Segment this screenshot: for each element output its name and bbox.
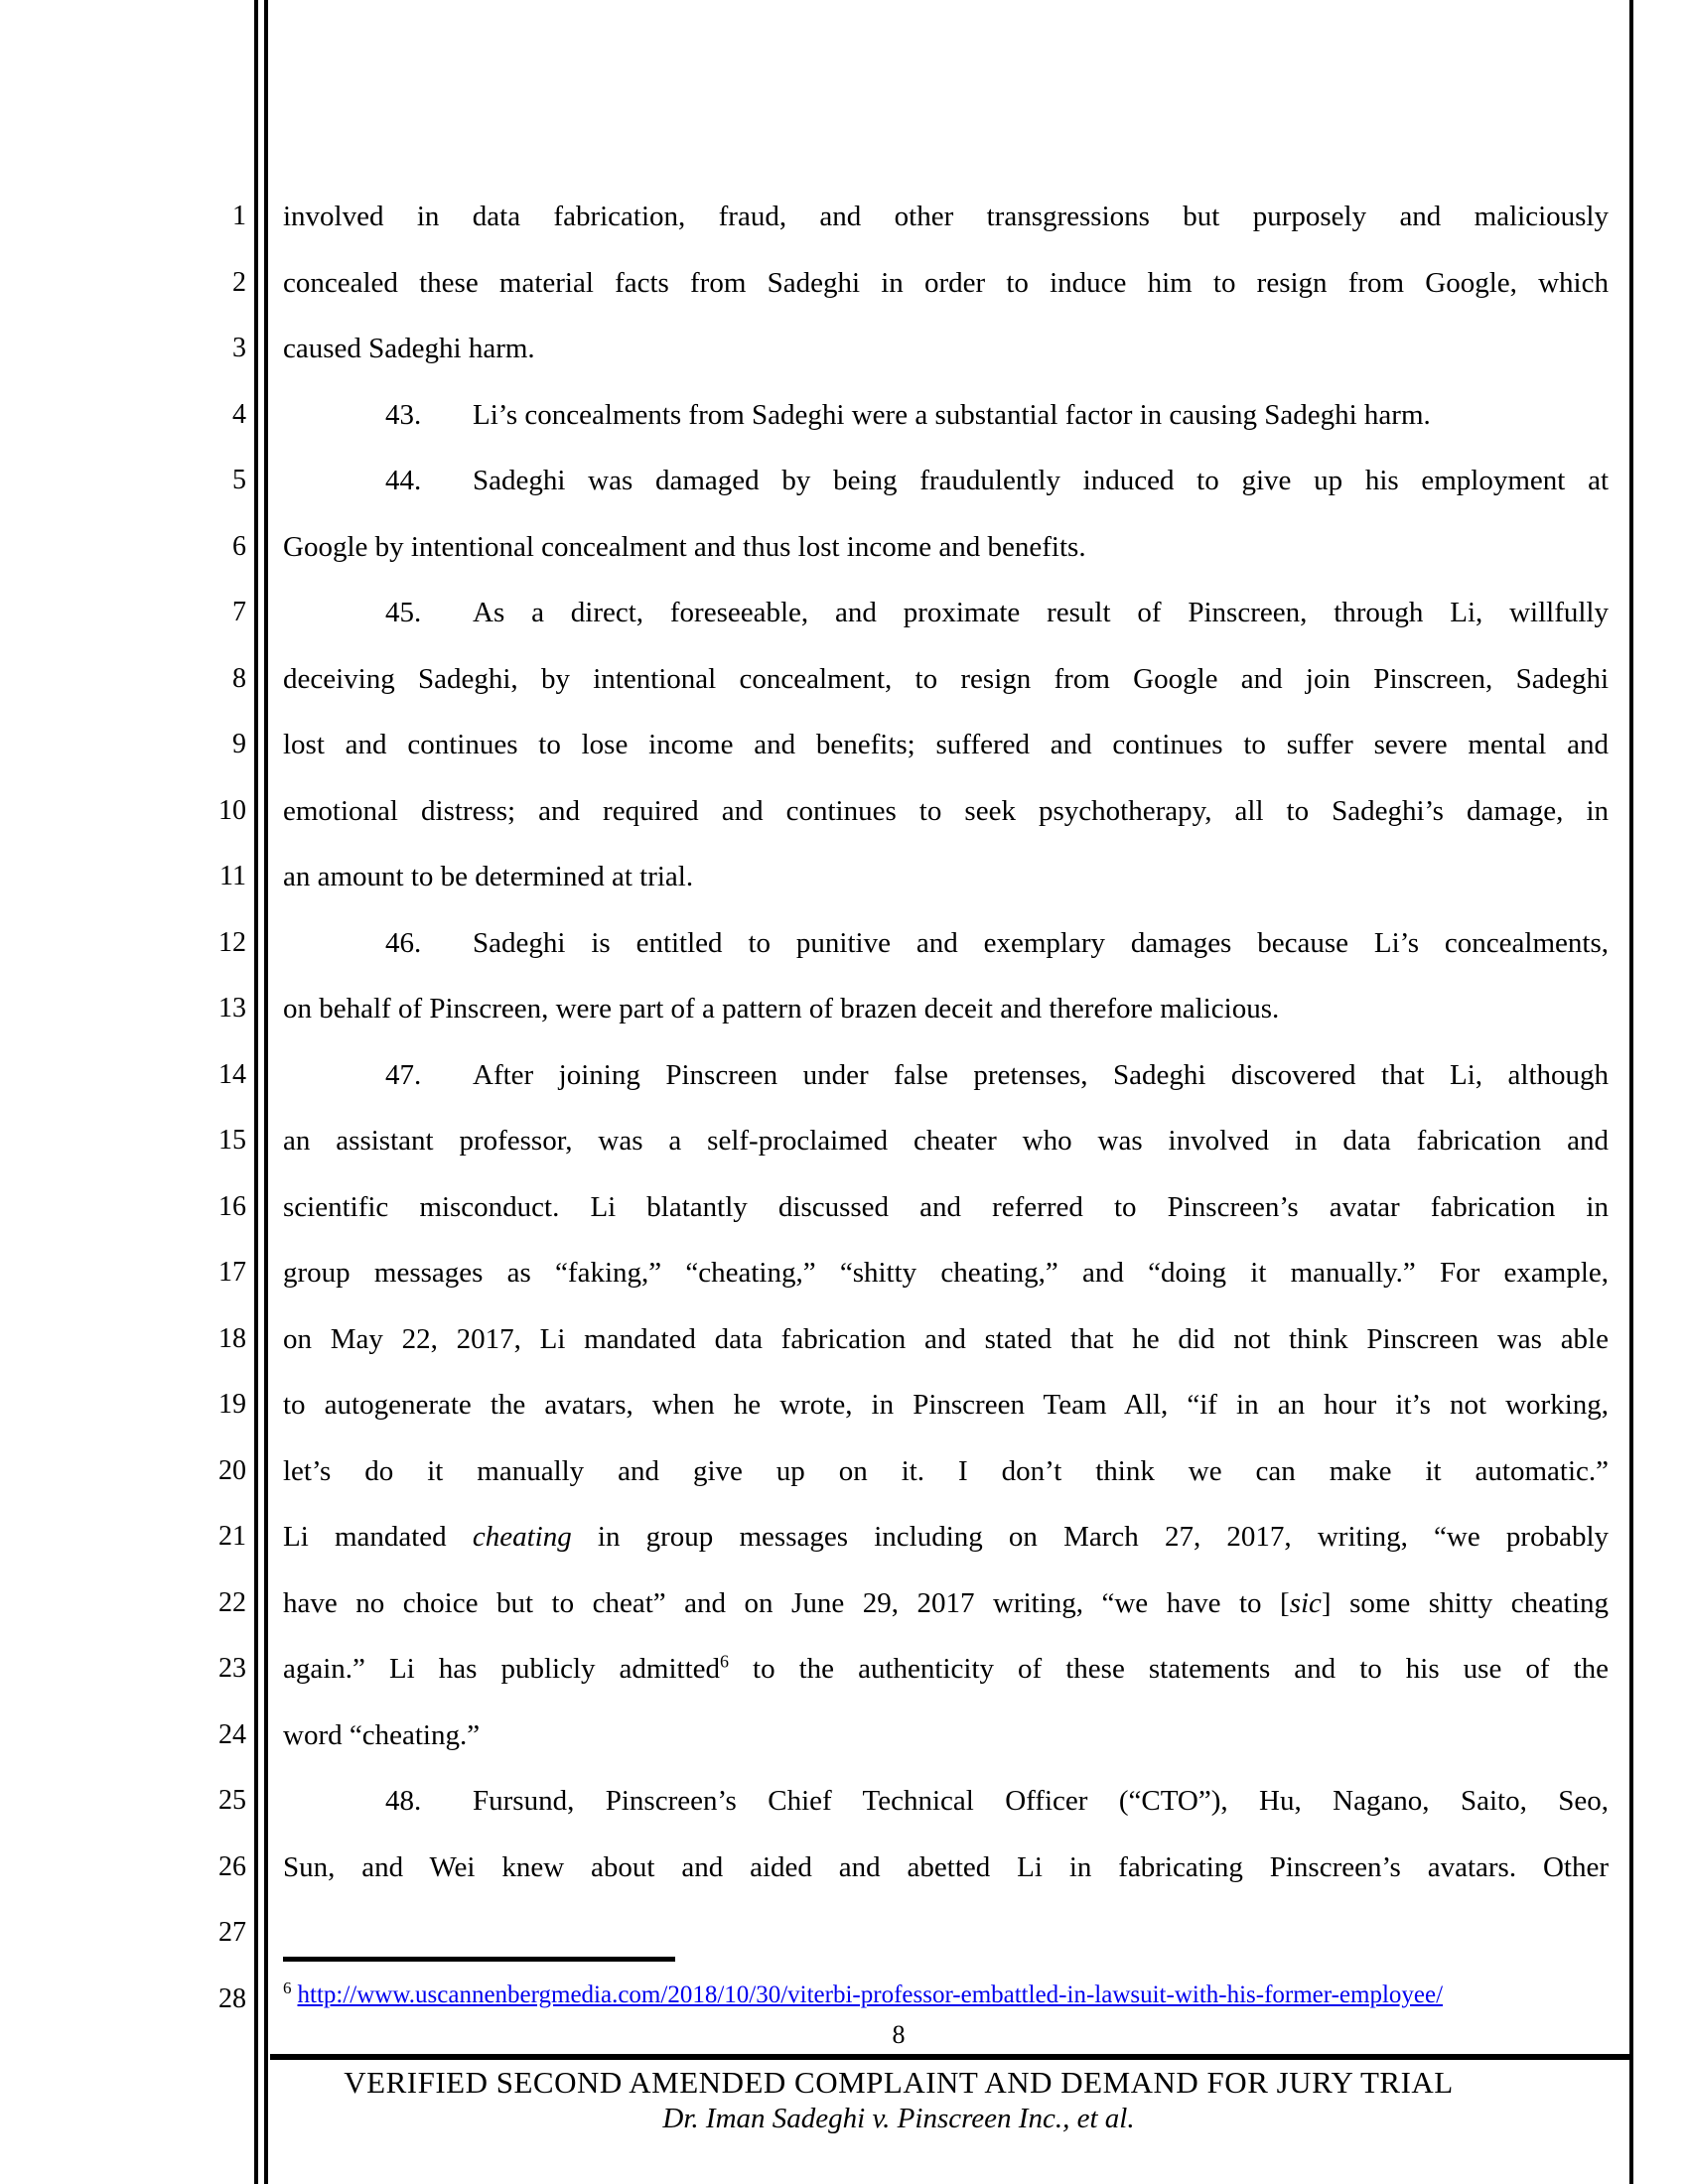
line-number: 3 [232,333,246,363]
paragraph-number: 45. [385,597,422,628]
body-line [283,382,1609,449]
line-number: 10 [218,794,246,826]
body-line [283,844,1609,910]
left-double-rule-outer [254,0,258,2184]
body-line [283,1835,1609,1901]
line-number-column [0,184,246,2032]
line-number: 17 [218,1257,246,1288]
body-line [283,316,1609,382]
line-text: As a direct, foreseeable, and proximate result of Pinscreen, through Li, willfully [473,597,1609,628]
line-number: 23 [218,1653,246,1684]
line-text: on behalf of Pinscreen, were part of a pattern of brazen deceit and therefore malicious. [283,993,1280,1024]
right-margin-rule [1629,0,1633,2184]
footnote-separator [283,1957,675,1962]
line-number: 6 [232,530,246,562]
line-text: group messages as “faking,” “cheating,” “shitty cheating,” and “doing it manually.” For example, [283,1257,1609,1289]
line-number: 14 [218,1058,246,1090]
line-text: scientific misconduct. Li blatantly discussed and referred to Pinscreen’s avatar fabrication in [283,1190,1609,1223]
line-number: 15 [218,1125,246,1156]
line-number: 13 [218,993,246,1024]
body-line [283,1504,1609,1570]
line-text: caused Sadeghi harm. [283,333,535,364]
line-text-italic: sic [1289,1586,1322,1619]
footer-case-caption: Dr. Iman Sadeghi v. Pinscreen Inc., et al. [662,2103,1135,2134]
line-number: 9 [232,729,246,759]
line-number: 24 [218,1718,246,1750]
line-text: on May 22, 2017, Li mandated data fabrication and stated that he did not think Pinscreen was able [283,1322,1609,1355]
line-text: Sun, and Wei knew about and aided and abetted Li in fabricating Pinscreen’s avatars. Other [283,1850,1609,1883]
line-text-italic: cheating [472,1521,572,1553]
line-number: 16 [218,1190,246,1222]
line-number: 22 [218,1586,246,1618]
line-text: Fursund, Pinscreen’s Chief Technical Officer (“CTO”), Hu, Nagano, Saito, Seo, [473,1785,1609,1817]
line-text: to the authenticity of these statements and to his use of the [729,1653,1609,1685]
footer-rule [270,2054,1633,2060]
line-number: 26 [218,1850,246,1882]
body-line [283,1042,1609,1109]
line-number: 19 [218,1389,246,1420]
line-text: an assistant professor, was a self-proclaimed cheater who was involved in data fabrication and [283,1125,1609,1157]
body-line [283,1570,1609,1637]
paragraph-number: 48. [385,1785,422,1817]
line-text: Sadeghi was damaged by being fraudulently induced to give up his employment at [473,465,1609,496]
line-text: let’s do it manually and give up on it. I don’t think we can make it automatic.” [283,1454,1609,1487]
body-line [283,1174,1609,1241]
paragraph-number: 46. [385,926,422,959]
paragraph-number: 43. [385,398,422,431]
body-line [283,1768,1609,1835]
line-text: again.” Li has publicly admitted [283,1653,721,1685]
footnote-ref: 6 [720,1651,729,1672]
page-number: 8 [892,2020,906,2049]
line-number: 8 [232,662,246,694]
body-line [283,1372,1609,1438]
line-number: 5 [232,465,246,495]
footnote-link[interactable]: http://www.uscannenbergmedia.com/2018/10/30/viterbi-professor-embattled-in-lawsuit-with-his-former-employee/ [297,1981,1444,2008]
paragraph-number: 44. [385,465,422,496]
body-line [283,1108,1609,1174]
body-line [283,448,1609,514]
body-line [283,1240,1609,1306]
line-text: concealed these material facts from Sadeghi in order to induce him to resign from Google, which [283,266,1609,299]
line-number: 4 [232,398,246,430]
line-text: Google by intentional concealment and thus lost income and benefits. [283,530,1086,563]
body-line [283,646,1609,713]
line-text: involved in data fabrication, fraud, and other transgressions but purposely and maliciously [283,201,1609,232]
line-number: 25 [218,1785,246,1816]
line-text: After joining Pinscreen under false pretenses, Sadeghi discovered that Li, although [473,1058,1609,1091]
left-double-rule-inner [264,0,268,2184]
line-text: deceiving Sadeghi, by intentional concealment, to resign from Google and join Pinscreen, Sadeghi [283,662,1609,695]
line-text: word “cheating.” [283,1718,481,1751]
line-number: 7 [232,597,246,627]
body-text-column [283,184,1609,1900]
line-text: an amount to be determined at trial. [283,861,694,892]
line-text: to autogenerate the avatars, when he wrote, in Pinscreen Team All, “if in an hour it’s not working, [283,1389,1609,1421]
body-line [283,514,1609,581]
body-line [283,580,1609,646]
line-text: lost and continues to lose income and benefits; suffered and continues to suffer severe mental and [283,729,1609,760]
line-text: Li’s concealments from Sadeghi were a substantial factor in causing Sadeghi harm. [473,398,1431,431]
line-number: 11 [219,861,246,891]
body-line [283,1438,1609,1505]
footnote-marker: 6 [283,1978,292,1997]
footer-title: VERIFIED SECOND AMENDED COMPLAINT AND DEMAND FOR JURY TRIAL [344,2065,1454,2100]
footnote [283,1976,1618,2015]
line-number: 27 [218,1917,246,1948]
line-text: ] some shitty cheating [1321,1586,1609,1619]
line-number: 2 [232,266,246,298]
body-line [283,184,1609,250]
line-text: emotional distress; and required and continues to seek psychotherapy, all to Sadeghi’s damage, in [283,794,1609,827]
line-number: 18 [218,1322,246,1354]
line-number: 21 [218,1521,246,1552]
body-line [283,910,1609,977]
body-line [283,778,1609,845]
body-line [283,712,1609,778]
line-number: 20 [218,1454,246,1486]
body-line [283,1703,1609,1769]
body-line [283,1306,1609,1373]
line-text: have no choice but to cheat” and on June 29, 2017 writing, “we have to [ [283,1586,1290,1619]
paragraph-number: 47. [385,1058,422,1091]
body-line [283,976,1609,1042]
body-line [283,1636,1609,1703]
line-text: Sadeghi is entitled to punitive and exemplary damages because Li’s concealments, [473,926,1609,959]
line-number: 12 [218,926,246,958]
line-text: in group messages including on March 27, 2017, writing, “we probably [571,1521,1609,1553]
line-number: 28 [218,1982,246,2014]
body-line [283,250,1609,317]
line-number: 1 [232,201,246,231]
line-text: Li mandated [283,1521,473,1553]
